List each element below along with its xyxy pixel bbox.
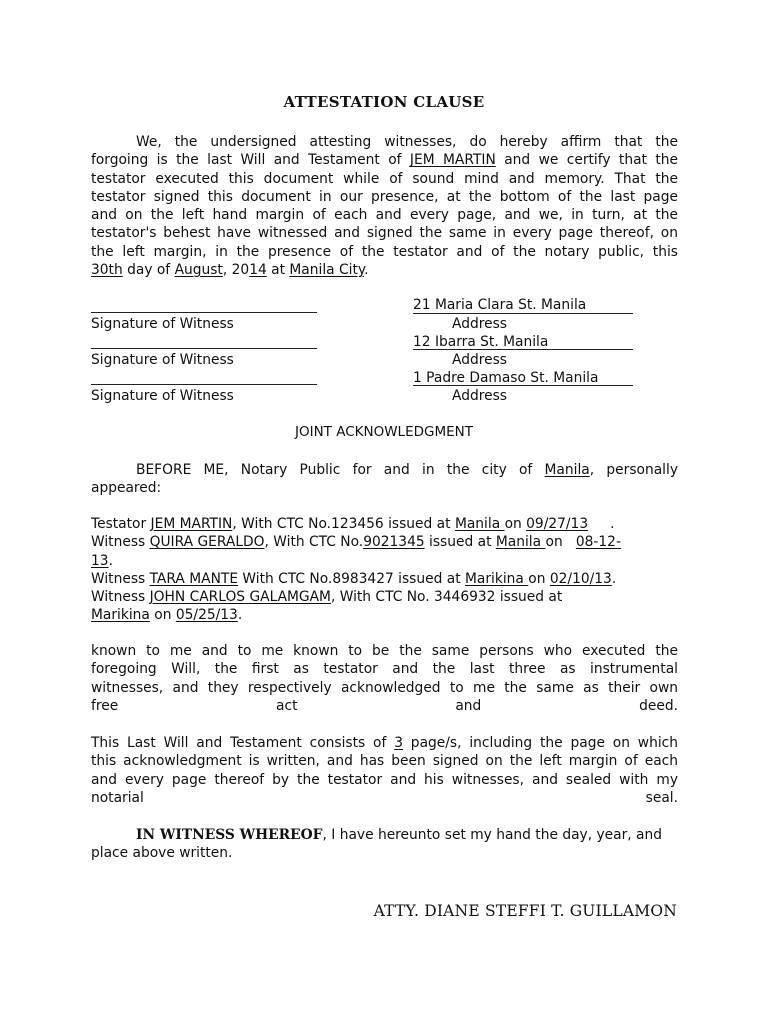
witness-whereof-paragraph bbox=[91, 826, 678, 863]
known-line-2: foregoing Will, the first as testator and the last three as instrumental bbox=[91, 661, 678, 678]
consists-line-1: This Last Will and Testament consists of 3 page/s, including the page on which bbox=[91, 735, 678, 751]
attestation-month: August bbox=[174, 262, 223, 279]
attestation-line-2: forgoing is the last Will and Testament of JEM MARTIN and we certify that the bbox=[91, 152, 679, 169]
page-count: 3 bbox=[394, 735, 403, 751]
witness-address-2: 12 Ibarra St. Manila bbox=[413, 334, 549, 350]
witness-1-ctc-line: Witness QUIRA GERALDO, With CTC No.9021345 issued at Manila on 08-12- bbox=[91, 534, 621, 551]
address-line-3 bbox=[413, 385, 633, 386]
notary-signature-name: ATTY. DIANE STEFFI T. GUILLAMON bbox=[373, 902, 677, 920]
attestation-line-5: and on the left hand margin of each and every page, and we, in turn, at the bbox=[91, 207, 678, 224]
signature-label-2: Signature of Witness bbox=[91, 352, 234, 368]
attestation-day: 30th bbox=[91, 262, 123, 279]
witness-1-ctc-line-cont: 13. bbox=[91, 552, 113, 569]
attestation-line-4: testator signed this document in our presence, at the bottom of the last page bbox=[91, 188, 678, 205]
address-label-3: Address bbox=[452, 388, 507, 404]
signature-label-1: Signature of Witness bbox=[91, 316, 234, 332]
notary-city: Manila bbox=[544, 462, 590, 478]
attestation-place: Manila City bbox=[289, 262, 365, 279]
witness-3-ctc-line: Witness JOHN CARLOS GALAMGAM, With CTC No. 3446932 issued at bbox=[91, 589, 563, 606]
address-label-2: Address bbox=[452, 352, 507, 368]
witness-2-ctc-line: Witness TARA MANTE With CTC No.8983427 issued at Marikina on 02/10/13. bbox=[91, 570, 617, 587]
known-line-1: known to me and to me known to be the same persons who executed the bbox=[91, 643, 678, 659]
witness-address-1: 21 Maria Clara St. Manila bbox=[413, 297, 587, 313]
known-line-3: witnesses, and they respectively acknowledged to me the same as their own bbox=[91, 679, 678, 696]
witness-3-ctc-line-cont: Marikina on 05/25/13. bbox=[91, 607, 243, 624]
attestation-line-6: testator's behest have witnessed and signed the same in every page thereof, on bbox=[91, 225, 678, 242]
consists-line-2: this acknowledgment is written, and has been signed on the left margin of each bbox=[91, 753, 678, 770]
attestation-line-3: testator executed this document while of sound mind and memory. That the bbox=[91, 170, 678, 187]
attestation-line-7: the left margin, in the presence of the testator and of the notary public, this bbox=[91, 243, 678, 260]
address-line-2 bbox=[413, 349, 633, 350]
known-line-4: free act and deed. bbox=[91, 697, 678, 714]
witness-address-3: 1 Padre Damaso St. Manila bbox=[413, 370, 599, 386]
joint-acknowledgment-heading: JOINT ACKNOWLEDGMENT bbox=[294, 424, 473, 440]
before-me-paragraph bbox=[91, 461, 678, 498]
consists-line-4: notarial seal. bbox=[91, 789, 678, 806]
known-to-me-paragraph bbox=[91, 642, 678, 715]
whereof-line-1: IN WITNESS WHEREOF, I have hereunto set my hand the day, year, and bbox=[136, 827, 662, 843]
signature-line-3 bbox=[91, 384, 317, 385]
whereof-line-2: place above written. bbox=[91, 845, 233, 862]
persons-appeared-list bbox=[91, 515, 678, 625]
address-label-1: Address bbox=[452, 316, 507, 332]
attestation-paragraph bbox=[91, 133, 678, 279]
before-me-line-1: BEFORE ME, Notary Public for and in the city of Manila, personally bbox=[136, 462, 678, 478]
attestation-line-1: We, the undersigned attesting witnesses, do hereby affirm that the bbox=[136, 134, 678, 150]
attestation-line-8: 30th day of August, 2014 at Manila City. bbox=[91, 262, 369, 279]
consists-paragraph bbox=[91, 734, 678, 807]
page-title: ATTESTATION CLAUSE bbox=[283, 93, 485, 111]
before-me-line-2: appeared: bbox=[91, 480, 162, 497]
address-line-1 bbox=[413, 313, 633, 314]
attestation-year: 14 bbox=[249, 262, 267, 279]
testator-ctc-line: Testator JEM MARTIN, With CTC No.123456 issued at Manila on 09/27/13 . bbox=[91, 516, 615, 532]
signature-label-3: Signature of Witness bbox=[91, 388, 234, 404]
consists-line-3: and every page thereof by the testator and his witnesses, and sealed with my bbox=[91, 771, 678, 788]
signature-line-1 bbox=[91, 312, 317, 313]
signature-line-2 bbox=[91, 348, 317, 349]
testator-name: JEM MARTIN bbox=[409, 152, 496, 169]
